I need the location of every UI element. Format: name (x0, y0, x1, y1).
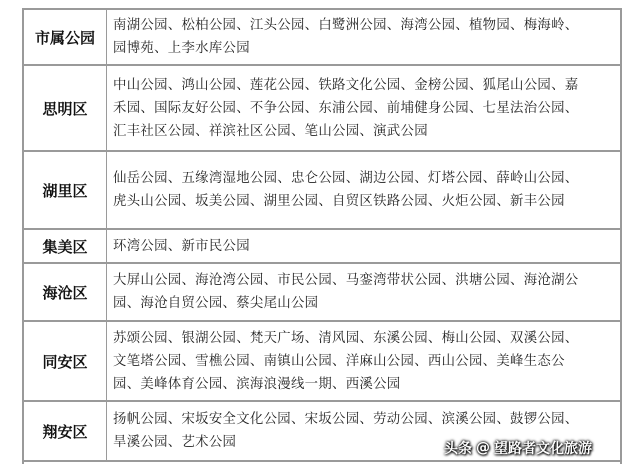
park-line: 禾园、国际友好公园、不争公园、东浦公园、前埔健身公园、七星法治公园、 (113, 100, 579, 116)
park-list (107, 65, 621, 151)
park-line: 园、美峰体育公园、滨海浪漫线一期、西溪公园 (113, 376, 401, 392)
table-row (24, 263, 620, 321)
park-list (107, 151, 621, 229)
park-line: 仙岳公园、五缘湾湿地公园、忠仑公园、湖边公园、灯塔公园、薛岭山公园、 (113, 171, 579, 186)
district-name: 海沧区 (24, 263, 107, 321)
table-row (24, 229, 620, 263)
park-line: 汇丰社区公园、祥滨社区公园、笔山公园、演武公园 (113, 123, 428, 139)
table-row (24, 151, 620, 229)
district-name: 集美区 (24, 229, 107, 263)
table-row (24, 9, 620, 65)
park-line: 南湖公园、松柏公园、江头公园、白鹭洲公园、海湾公园、植物园、梅海岭、 (113, 18, 579, 33)
park-line: 旱溪公园、艺术公园 (113, 435, 237, 450)
park-line: 扬帆公园、宋坂安全文化公园、宋坂公园、劳动公园、滨溪公园、鼓锣公园、 (113, 412, 579, 427)
park-line: 苏颂公园、银湖公园、梵天广场、清风园、东溪公园、梅山公园、双溪公园、 (113, 330, 579, 346)
source-watermark (444, 438, 592, 458)
district-name: 湖里区 (24, 151, 107, 229)
park-list (107, 9, 621, 65)
watermark-name: 望路者文化旅游 (494, 441, 592, 457)
district-name: 思明区 (24, 65, 107, 151)
park-table-container (22, 8, 622, 464)
park-line: 园博苑、上李水库公园 (113, 41, 250, 56)
park-list (107, 263, 621, 321)
district-name: 翔安区 (24, 401, 107, 461)
district-name: 同安区 (24, 321, 107, 401)
park-line: 虎头山公园、坂美公园、湖里公园、自贸区铁路公园、火炬公园、新丰公园 (113, 194, 565, 209)
park-list (107, 321, 621, 401)
park-table (24, 8, 620, 462)
park-line: 园、海沧自贸公园、蔡尖尾山公园 (113, 296, 319, 311)
table-row (24, 65, 620, 151)
park-line: 中山公园、鸿山公园、莲花公园、铁路文化公园、金榜公园、狐尾山公园、嘉 (113, 77, 579, 93)
watermark-at: @ (476, 440, 490, 456)
park-list (107, 229, 621, 263)
table-row (24, 321, 620, 401)
park-line: 环湾公园、新市民公园 (113, 238, 250, 254)
watermark-prefix: 头条 (444, 441, 472, 457)
park-line: 大屏山公园、海沧湾公园、市民公园、马銮湾带状公园、洪塘公园、海沧湖公 (113, 273, 579, 288)
park-line: 文笔塔公园、雪樵公园、南镇山公园、洋麻山公园、西山公园、美峰生态公 (113, 353, 565, 369)
district-name: 市属公园 (24, 9, 107, 65)
